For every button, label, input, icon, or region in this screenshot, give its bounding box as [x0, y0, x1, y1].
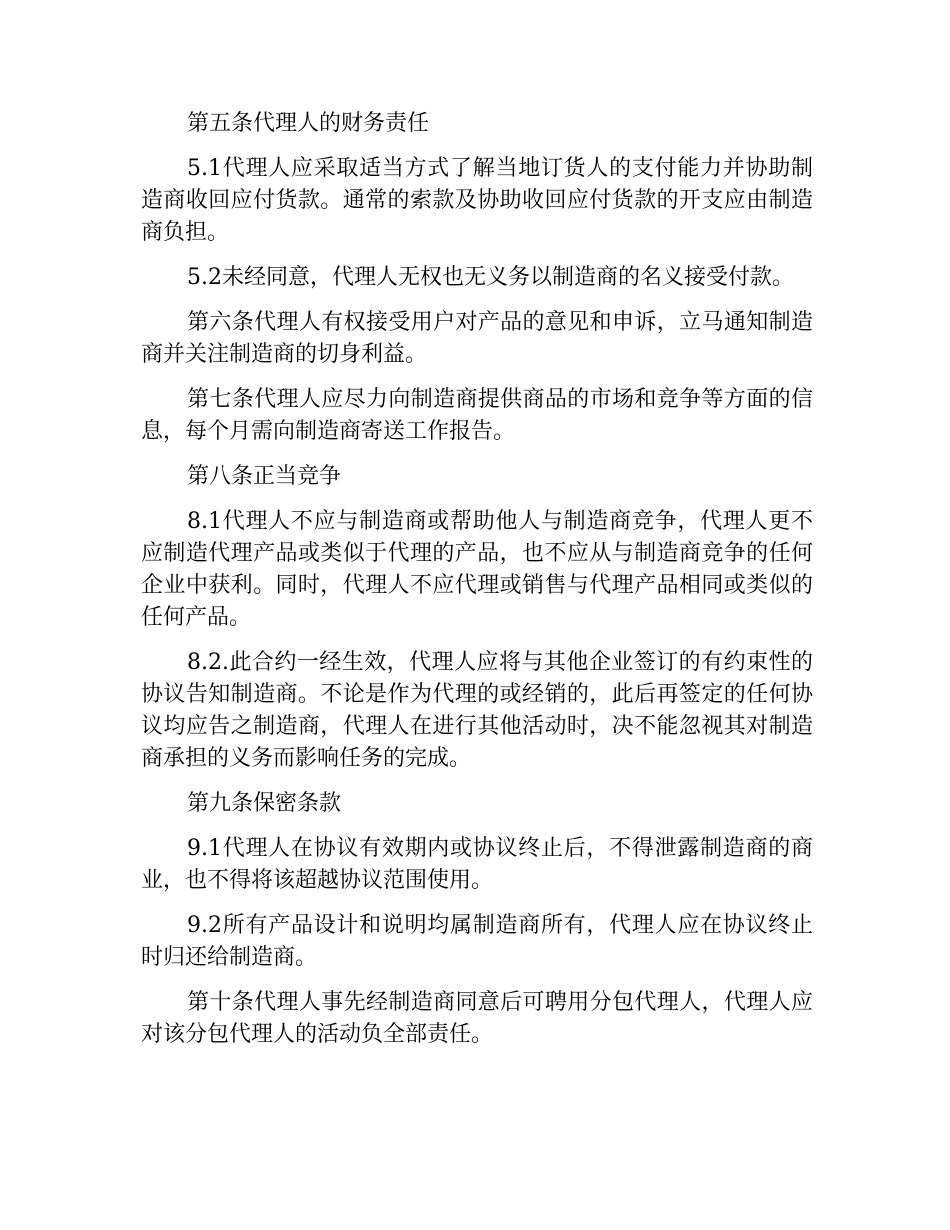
clause-8-1: 8.1代理人不应与制造商或帮助他人与制造商竞争，代理人更不应制造代理产品或类似于代理的产品，也不应从与制造商竞争的任何企业中获利。同时，代理人不应代理或销售与代理产品相同或类似的任何产品。 [141, 509, 813, 630]
heading-article-9: 第九条保密条款 [187, 791, 342, 816]
article-6: 第六条代理人有权接受用户对产品的意见和申诉，立马通知制造商并关注制造商的切身利益。 [141, 310, 813, 367]
clause-5-2: 5.2未经同意，代理人无权也无义务以制造商的名义接受付款。 [187, 265, 794, 290]
clause-8-2: 8.2.此合约一经生效，代理人应将与其他企业签订的有约束性的协议告知制造商。不论是作为代理的或经销的，此后再签定的任何协议均应告之制造商，代理人在进行其他活动时，决不能忽视其对制造商承担的义务而影响任务的完成。 [141, 650, 813, 771]
clause-9-2: 9.2所有产品设计和说明均属制造商所有，代理人应在协议终止时归还给制造商。 [141, 913, 813, 970]
heading-article-5: 第五条代理人的财务责任 [187, 111, 430, 136]
heading-article-8: 第八条正当竞争 [187, 464, 342, 489]
clause-5-1: 5.1代理人应采取适当方式了解当地订货人的支付能力并协助制造商收回应付货款。通常的索款及协助收回应付货款的开支应由制造商负担。 [141, 156, 813, 245]
clause-9-1: 9.1代理人在协议有效期内或协议终止后，不得泄露制造商的商业，也不得将该超越协议范围使用。 [141, 836, 813, 893]
article-10: 第十条代理人事先经制造商同意后可聘用分包代理人，代理人应对该分包代理人的活动负全部责任。 [141, 990, 813, 1047]
document-body [141, 108, 813, 1064]
article-7: 第七条代理人应尽力向制造商提供商品的市场和竞争等方面的信息，每个月需向制造商寄送工作报告。 [141, 387, 813, 444]
